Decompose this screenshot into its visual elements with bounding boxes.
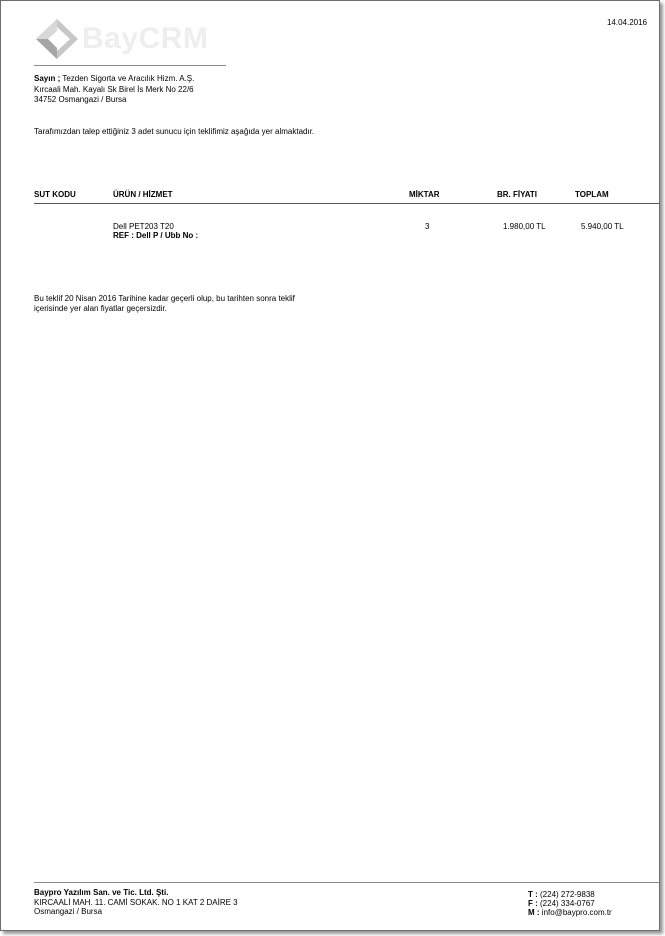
column-header-code: SUT KODU (34, 190, 76, 199)
email-value: info@baypro.com.tr (541, 908, 612, 917)
fax-label: F : (528, 899, 538, 908)
row-unit-price: 1.980,00 TL (503, 222, 546, 231)
logo-mark-icon (34, 17, 80, 61)
footer-company: Baypro Yazılım San. ve Tic. Ltd. Şti. (34, 888, 169, 897)
phone-label: T : (528, 890, 538, 899)
validity-line1: Bu teklif 20 Nisan 2016 Tarihine kadar geçerli olup, bu tarihten sonra teklif (34, 294, 295, 303)
row-total: 5.940,00 TL (581, 222, 624, 231)
table-header-divider (34, 203, 659, 204)
column-header-quantity: MİKTAR (409, 190, 440, 199)
recipient-address-line1: Kırcaali Mah. Kayalı Sk Birel İs Merk No 22/6 (34, 85, 194, 94)
recipient-company: Tezden Sigorta ve Aracılık Hizm. A.Ş. (62, 74, 195, 83)
company-logo (34, 17, 230, 61)
recipient-address-line2: 34752 Osmangazi / Bursa (34, 95, 127, 104)
salutation: Sayın ; (34, 74, 61, 83)
phone-value: (224) 272-9838 (540, 890, 595, 899)
footer-address-line1: KIRCAALİ MAH. 11. CAMİ SOKAK. NO 1 KAT 2 DAİRE 3 (34, 898, 238, 907)
footer-email (528, 908, 612, 918)
column-header-product: ÜRÜN / HİZMET (113, 190, 173, 199)
footer-divider (34, 882, 659, 883)
fax-value: (224) 334-0767 (540, 899, 595, 908)
header-divider (34, 65, 226, 66)
row-quantity: 3 (425, 222, 430, 231)
email-label: M : (528, 908, 540, 917)
validity-line2: içerisinde yer alan fiyatlar geçersizdir. (34, 304, 167, 313)
row-product: Dell PET203 T20 (113, 222, 174, 231)
recipient-line (34, 74, 194, 84)
column-header-unit-price: BR. FİYATI (497, 190, 538, 199)
document-date: 14.04.2016 (606, 18, 647, 27)
intro-text: Tarafımızdan talep ettiğiniz 3 adet sunucu için teklifimiz aşağıda yer almaktadır. (34, 127, 315, 136)
footer-address-line2: Osmangazi / Bursa (34, 907, 103, 916)
column-header-total: TOPLAM (575, 190, 609, 199)
logo-text: BayCRM (82, 22, 209, 55)
row-ref: REF : Dell P / Ubb No : (113, 231, 199, 240)
